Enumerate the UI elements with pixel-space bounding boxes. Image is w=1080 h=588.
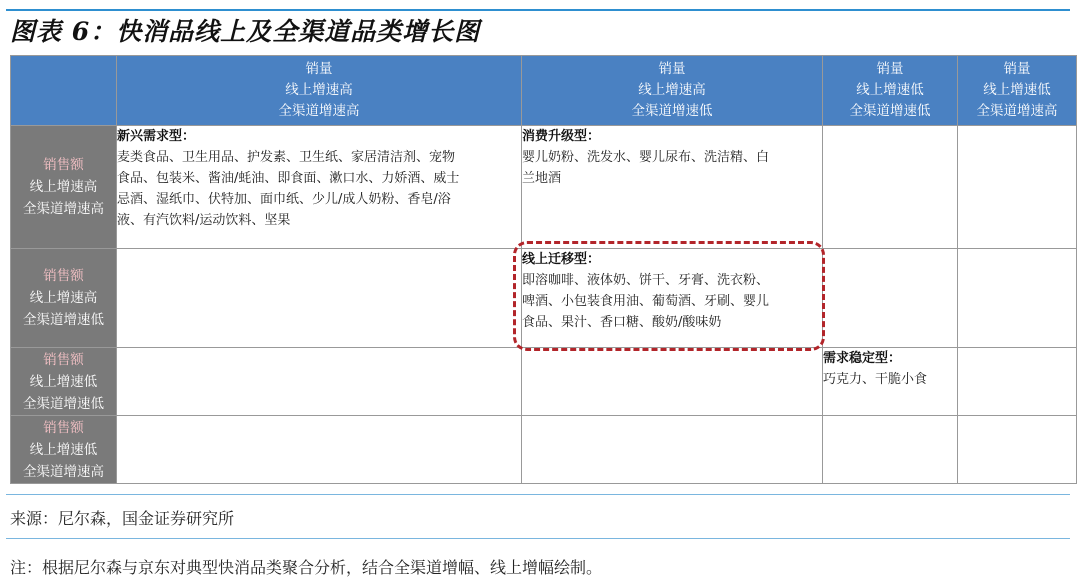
column-header-1-line1: 销量 xyxy=(305,61,333,77)
empty-cell xyxy=(117,348,522,416)
row-header-2-line2: 线上增速高 xyxy=(29,290,98,306)
empty-cell xyxy=(823,416,958,484)
stable-demand-title: 需求稳定型： xyxy=(823,351,902,366)
online-migration-line: 食品、果汁、香口糖、酸奶/酸味奶 xyxy=(522,315,722,330)
row-header-4 xyxy=(11,416,117,484)
stable-demand-line: 巧克力、干脆小食 xyxy=(823,372,928,387)
table-row xyxy=(11,126,1077,249)
row-header-1-line2: 线上增速高 xyxy=(29,179,98,195)
row-header-4-line2: 线上增速低 xyxy=(29,441,98,458)
column-header-1-line3: 全渠道增速高 xyxy=(278,103,360,119)
title-bar xyxy=(0,0,1080,46)
empty-cell xyxy=(117,249,522,348)
row-header-2-line1: 销售额 xyxy=(43,268,84,284)
column-header-4-line1: 销量 xyxy=(1003,61,1031,77)
empty-cell xyxy=(958,126,1077,249)
row-header-4-line3: 全渠道增速高 xyxy=(23,463,104,480)
consumption-upgrade-line: 婴儿奶粉、洗发水、婴儿尿布、洗洁精、白 xyxy=(522,150,770,165)
page-title: 图表 6：快消品线上及全渠道品类增长图 xyxy=(10,17,481,46)
online-migration-line: 啤酒、小包装食用油、葡萄酒、牙刷、婴儿 xyxy=(522,294,770,309)
column-header-2 xyxy=(522,56,823,126)
column-header-3-line1: 销量 xyxy=(876,61,904,77)
emerging-demand-line: 食品、包装米、酱油/蚝油、即食面、漱口水、力娇酒、威士 xyxy=(117,171,460,186)
empty-cell xyxy=(958,249,1077,348)
row-header-4-line1: 销售额 xyxy=(43,419,84,436)
empty-cell xyxy=(958,416,1077,484)
cell-consumption-upgrade xyxy=(522,126,823,249)
table-row xyxy=(11,416,1077,484)
header-corner-cell xyxy=(11,56,117,126)
column-header-1-line2: 线上增速高 xyxy=(285,82,353,98)
consumption-upgrade-title: 消费升级型： xyxy=(522,129,601,144)
cell-stable-demand xyxy=(823,348,958,416)
empty-cell xyxy=(958,348,1077,416)
column-header-2-line3: 全渠道增速低 xyxy=(631,103,713,119)
table-row xyxy=(11,348,1077,416)
online-migration-title: 线上迁移型： xyxy=(522,252,601,267)
cell-emerging-demand xyxy=(117,126,522,249)
footer-rule-bottom xyxy=(6,538,1070,539)
empty-cell xyxy=(117,416,522,484)
row-header-3 xyxy=(11,348,117,416)
row-header-3-line1: 销售额 xyxy=(43,351,84,368)
column-header-4 xyxy=(958,56,1077,126)
consumption-upgrade-line: 兰地酒 xyxy=(522,171,562,186)
row-header-3-line3: 全渠道增速低 xyxy=(23,395,104,412)
row-header-1-line3: 全渠道增速高 xyxy=(23,201,104,217)
online-migration-highlight-box xyxy=(513,241,825,351)
emerging-demand-line: 麦类食品、卫生用品、护发素、卫生纸、家居清洁剂、宠物 xyxy=(117,150,456,165)
row-header-1-line1: 销售额 xyxy=(43,157,84,173)
title-top-rule xyxy=(6,9,1070,11)
row-header-1 xyxy=(11,126,117,249)
column-header-2-line1: 销量 xyxy=(658,61,686,77)
row-header-2-line3: 全渠道增速低 xyxy=(23,312,104,328)
column-header-4-line2: 线上增速低 xyxy=(983,82,1051,98)
source-note: 来源：尼尔森，国金证券研究所 xyxy=(10,509,235,528)
emerging-demand-line: 液、有汽饮料/运动饮料、坚果 xyxy=(117,213,291,228)
empty-cell xyxy=(522,416,823,484)
column-header-2-line2: 线上增速高 xyxy=(638,82,706,98)
emerging-demand-title: 新兴需求型： xyxy=(117,129,196,144)
column-header-3-line2: 线上增速低 xyxy=(856,82,924,98)
method-note: 注：根据尼尔森与京东对典型快消品类聚合分析，结合全渠道增幅、线上增幅绘制。 xyxy=(10,558,603,577)
column-header-3-line3: 全渠道增速低 xyxy=(849,103,931,119)
empty-cell xyxy=(522,348,823,416)
column-header-1 xyxy=(117,56,522,126)
column-header-3 xyxy=(823,56,958,126)
row-header-3-line2: 线上增速低 xyxy=(29,373,98,390)
online-migration-line: 即溶咖啡、液体奶、饼干、牙膏、洗衣粉、 xyxy=(522,273,770,288)
emerging-demand-line: 忌酒、湿纸巾、伏特加、面巾纸、少儿/成人奶粉、香皂/浴 xyxy=(117,192,451,207)
empty-cell xyxy=(823,249,958,348)
empty-cell xyxy=(823,126,958,249)
column-header-4-line3: 全渠道增速高 xyxy=(976,103,1058,119)
header-row xyxy=(11,56,1077,126)
row-header-2 xyxy=(11,249,117,348)
footer-rule-top xyxy=(6,494,1070,495)
